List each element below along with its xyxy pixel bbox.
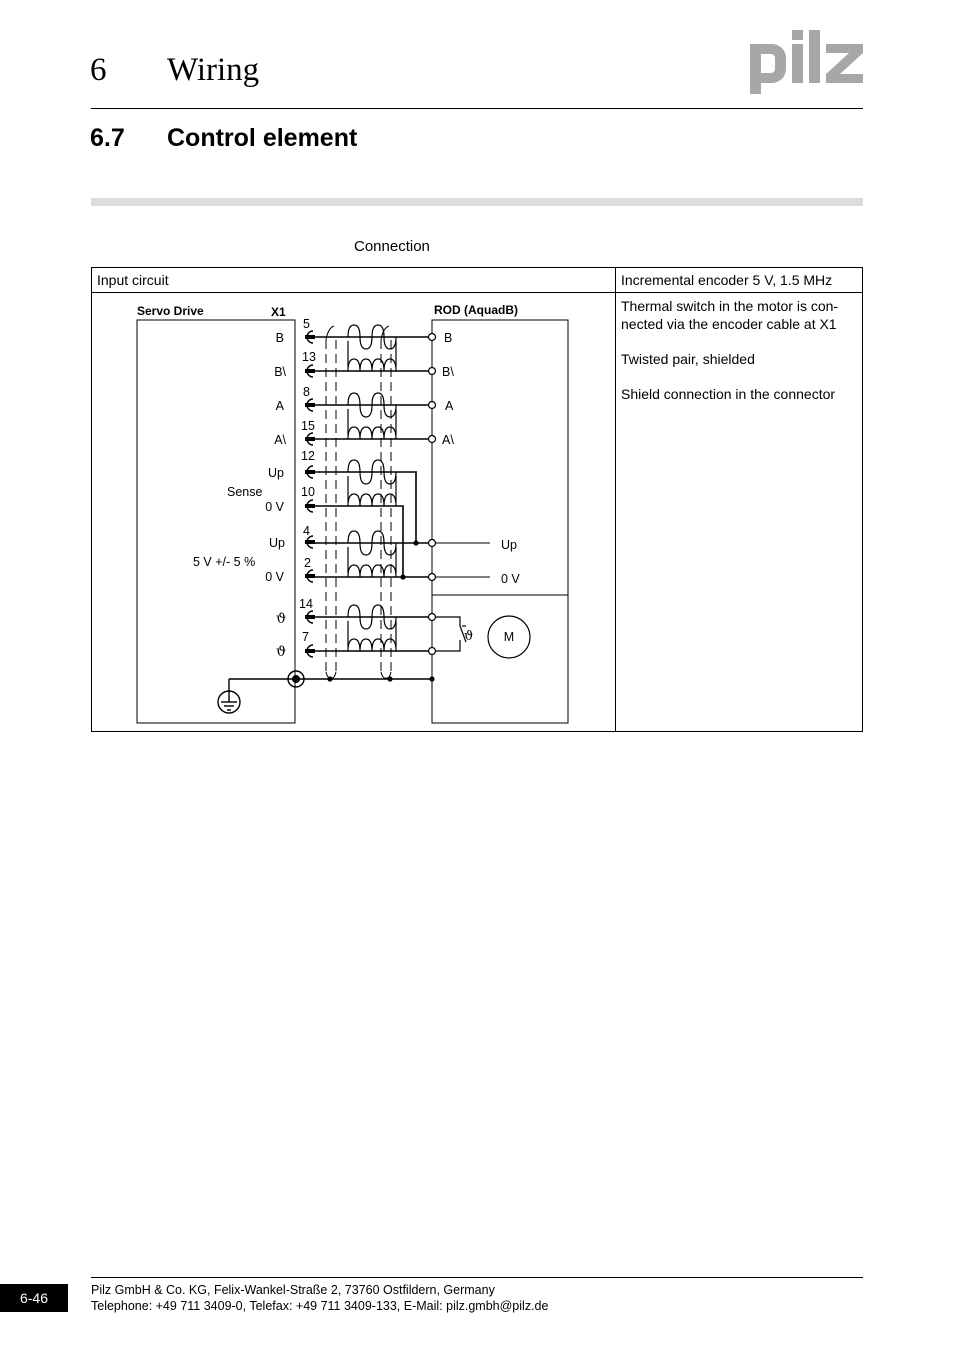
section-number: 6.7	[90, 124, 125, 152]
pin-number: 5	[303, 317, 310, 331]
pin-number: 12	[301, 449, 315, 463]
sense-label: Sense	[227, 485, 263, 499]
supply-label: 5 V +/- 5 %	[193, 555, 256, 569]
rod-signal-label: 0 V	[501, 572, 520, 586]
chapter-number: 6	[90, 52, 107, 88]
note-shield-connection: Shield connection in the connector	[621, 386, 836, 402]
drive-signal-label: ϑ	[275, 611, 286, 627]
chapter-title: Wiring	[167, 52, 260, 88]
rod-signal-label: A\	[442, 433, 454, 447]
rod-box	[432, 320, 568, 723]
pin-number: 8	[303, 385, 310, 399]
rod-signal-label: B\	[442, 365, 454, 379]
drive-signal-label: 0 V	[265, 570, 284, 584]
pin-number: 7	[302, 630, 309, 644]
table-caption: Connection	[354, 238, 430, 255]
drive-signal-label: A	[275, 399, 284, 413]
pin-number: 13	[302, 350, 316, 364]
drive-signal-label: A\	[274, 433, 286, 447]
note-thermal-switch: Thermal switch in the motor is con-nected via the encoder cable at X1	[621, 298, 839, 332]
rod-signal-label: B	[444, 331, 453, 345]
motor-label: M	[503, 630, 515, 644]
drive-signal-label: ϑ	[275, 644, 286, 660]
thermal-switch-symbol: ϑ	[464, 629, 474, 644]
rod-signal-label: A	[445, 399, 454, 413]
pin-number: 15	[301, 419, 315, 433]
page-number: 6-46	[0, 1284, 68, 1312]
pin-number: 14	[299, 597, 313, 611]
pin-number: 2	[304, 556, 311, 570]
note-twisted-pair: Twisted pair, shielded	[621, 351, 755, 367]
servo-drive-box	[137, 320, 295, 723]
footer-address: Pilz GmbH & Co. KG, Felix-Wankel-Straße 2, 73760 Ostfildern, Germany	[91, 1283, 495, 1297]
pin-number: 4	[303, 524, 310, 538]
servo-drive-label: Servo Drive	[137, 304, 204, 318]
connector-label: X1	[271, 305, 286, 319]
drive-signal-label: B	[275, 331, 284, 345]
table-header-input-circuit: Input circuit	[97, 272, 169, 288]
twisted-pair	[348, 325, 396, 371]
rod-label: ROD (AquadB)	[434, 303, 518, 317]
table-header-encoder: Incremental encoder 5 V, 1.5 MHz	[621, 272, 833, 288]
drive-signal-label: 0 V	[265, 500, 284, 514]
drive-signal-label: B\	[274, 365, 286, 379]
section-title: Control element	[167, 124, 358, 152]
footer-contact: Telephone: +49 711 3409-0, Telefax: +49 711 3409-133, E-Mail: pilz.gmbh@pilz.de	[91, 1299, 549, 1313]
footer-rule	[91, 1277, 863, 1278]
pin-number: 10	[301, 485, 315, 499]
drive-signal-label: Up	[269, 536, 285, 550]
rod-signal-label: Up	[501, 538, 517, 552]
drive-signal-label: Up	[268, 466, 284, 480]
